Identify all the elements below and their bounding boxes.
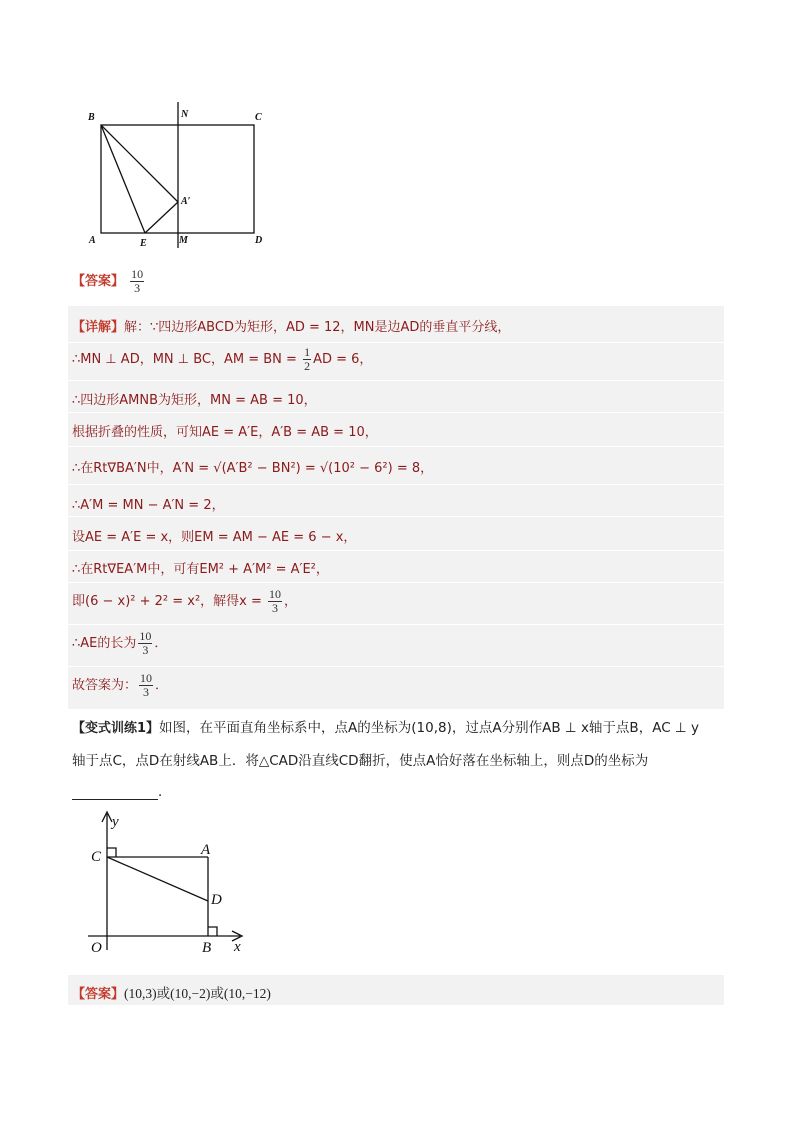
variant-line-2: 轴于点C，点D在射线AB上．将△CAD沿直线CD翻折，使点A恰好落在坐标轴上，则点D的坐标为 [72, 753, 649, 769]
answer-blank[interactable] [72, 799, 158, 800]
detail-line-5: ∴在Rt∇BA′N中，A′N = √(A′B² − BN²) = √(10² − 6²) = 8， [72, 461, 434, 476]
detail-line-9: 即(6 − x)² + 2² = x²，解得x = $\frac{10}{3}$ ， [72, 587, 298, 615]
label-d: D [255, 235, 263, 246]
figure-coordinate-plane [82, 808, 262, 958]
detail-line-2: ∴MN ⊥ AD，MN ⊥ BC，AM = BN = $\frac{1}{2}$ AD = 6， [72, 345, 373, 373]
label-m: M [179, 235, 188, 246]
label-c: C [255, 112, 262, 123]
label-a: A [89, 235, 96, 246]
label-b2: B [202, 940, 212, 956]
detail-line-3: ∴四边形AMNB为矩形，MN = AB = 10， [72, 393, 317, 408]
figure-rectangle-fold [84, 100, 274, 250]
label-d2: D [211, 892, 222, 908]
answer-tag: 【答案】 [72, 274, 125, 289]
detail-line-6: ∴A′M = MN − A′N = 2， [72, 498, 225, 513]
label-x: x [234, 939, 241, 955]
variant-line-1: 【变式训练1】如图，在平面直角坐标系中，点A的坐标为(10,8)，过点A分别作AB ⊥ x轴于点B，AC ⊥ y [72, 720, 699, 736]
segment-ba-prime [101, 125, 178, 202]
segment-be [101, 125, 145, 233]
variant-line-3: ． [72, 780, 172, 800]
detail-line-7: 设AE = A′E = x，则EM = AM − AE = 6 − x， [72, 530, 357, 545]
right-angle-b [208, 927, 217, 936]
label-b: B [88, 112, 95, 123]
label-c2: C [91, 849, 102, 865]
label-y: y [112, 814, 119, 830]
label-o: O [91, 940, 102, 956]
detail-line-8: ∴在Rt∇EA′M中，可有EM² + A′M² = A′E²， [72, 562, 329, 577]
detail-line-10: ∴AE的长为 $\frac{10}{3}$ ． [72, 629, 168, 657]
detail-line-1: 【详解】解：∵四边形ABCD为矩形，AD = 12，MN是边AD的垂直平分线， [72, 320, 511, 335]
label-n: N [181, 109, 189, 120]
label-a2: A [201, 842, 211, 858]
answer-fraction: $\frac{10}{3}$ [131, 267, 144, 295]
label-e: E [140, 238, 147, 249]
answer-1 [72, 268, 146, 295]
label-a-prime: A′ [181, 196, 191, 207]
segment-cd [107, 857, 208, 901]
right-angle-c [107, 848, 116, 857]
detail-line-11: 故答案为： $\frac{10}{3}$ ． [72, 671, 169, 699]
segment-ea-prime [145, 202, 178, 233]
answer-2: 【答案】(10,3)或(10,−2)或(10,−12) [72, 986, 271, 1002]
detail-line-4: 根据折叠的性质，可知AE = A′E，A′B = AB = 10， [72, 425, 378, 440]
